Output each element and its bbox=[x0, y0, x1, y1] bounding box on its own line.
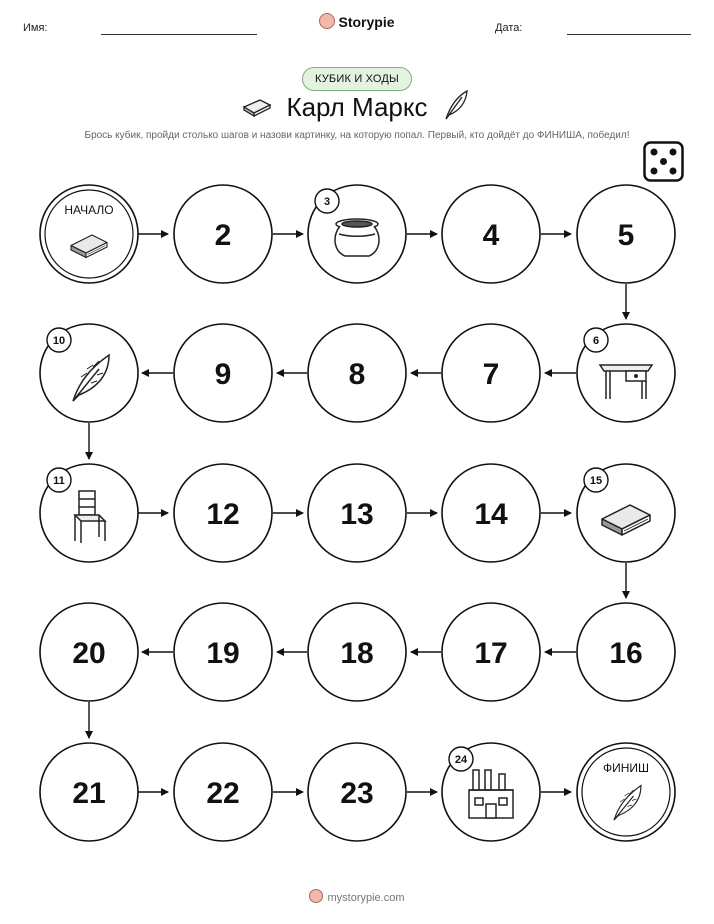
board-cell-13[interactable] bbox=[308, 464, 406, 562]
board-cell-8[interactable] bbox=[308, 324, 406, 422]
board-cell-12[interactable] bbox=[174, 464, 272, 562]
cell-number: 19 bbox=[206, 637, 240, 670]
cell-number: 5 bbox=[617, 219, 635, 252]
date-label: Дата: bbox=[495, 22, 523, 34]
instructions: Брось кубик, пройди столько шагов и назови картинку, на которую попал. Первый, кто дойдёт до ФИНИША, победил! bbox=[84, 130, 630, 141]
board-cell-17[interactable] bbox=[442, 603, 540, 701]
cell-number: 4 bbox=[482, 219, 500, 252]
cell-number: 8 bbox=[348, 358, 366, 391]
board-cell-2[interactable] bbox=[174, 185, 272, 283]
board-cell-25[interactable] bbox=[577, 743, 675, 841]
board-cell-3[interactable] bbox=[308, 185, 406, 283]
cell-number: 17 bbox=[474, 637, 508, 670]
cell-badge-number: 3 bbox=[323, 196, 331, 208]
board-cell-18[interactable] bbox=[308, 603, 406, 701]
storypie-logo-icon bbox=[309, 889, 323, 903]
board-cell-16[interactable] bbox=[577, 603, 675, 701]
board-cell-24[interactable] bbox=[442, 743, 540, 841]
name-label: Имя: bbox=[23, 22, 48, 34]
board-cell-7[interactable] bbox=[442, 324, 540, 422]
cell-number: 7 bbox=[482, 358, 500, 391]
game-type-badge: КУБИК И ХОДЫ bbox=[302, 67, 412, 91]
page-title: Карл Маркс bbox=[286, 92, 428, 122]
cell-number: 22 bbox=[206, 777, 240, 810]
board-cell-23[interactable] bbox=[308, 743, 406, 841]
cell-number: 12 bbox=[206, 498, 240, 531]
cell-badge-number: 11 bbox=[53, 475, 65, 487]
cell-label: НАЧАЛО bbox=[64, 203, 114, 217]
board-cell-5[interactable] bbox=[577, 185, 675, 283]
board-cell-19[interactable] bbox=[174, 603, 272, 701]
board-cell-21[interactable] bbox=[40, 743, 138, 841]
board-cell-9[interactable] bbox=[174, 324, 272, 422]
cell-circle bbox=[40, 185, 138, 283]
footer bbox=[0, 889, 714, 904]
cell-label: ФИНИШ bbox=[602, 761, 650, 775]
board-cell-15[interactable] bbox=[577, 464, 675, 562]
cell-number: 14 bbox=[474, 498, 508, 531]
board-cell-20[interactable] bbox=[40, 603, 138, 701]
board-cell-1[interactable] bbox=[40, 185, 138, 283]
cell-circle bbox=[577, 743, 675, 841]
cell-number: 23 bbox=[340, 777, 374, 810]
cell-badge-number: 24 bbox=[454, 754, 468, 766]
board-cell-6[interactable] bbox=[577, 324, 675, 422]
board-cell-14[interactable] bbox=[442, 464, 540, 562]
cell-number: 18 bbox=[340, 637, 374, 670]
cell-number: 2 bbox=[214, 219, 232, 252]
cell-number: 9 bbox=[214, 358, 232, 391]
cell-badge-number: 6 bbox=[592, 335, 600, 347]
cell-number: 13 bbox=[340, 498, 374, 531]
brand-name: Storypie bbox=[338, 14, 395, 30]
cell-badge-number: 15 bbox=[589, 475, 603, 487]
board-cell-10[interactable] bbox=[40, 324, 138, 422]
cell-number: 20 bbox=[72, 637, 106, 670]
footer-url[interactable]: mystorypie.com bbox=[327, 892, 405, 904]
cells-layer bbox=[40, 185, 675, 841]
pot-icon bbox=[335, 219, 379, 256]
cell-badge-number: 10 bbox=[52, 335, 66, 347]
cell-number: 21 bbox=[72, 777, 106, 810]
board-cell-22[interactable] bbox=[174, 743, 272, 841]
board-cell-4[interactable] bbox=[442, 185, 540, 283]
board-cell-11[interactable] bbox=[40, 464, 138, 562]
cell-number: 16 bbox=[609, 637, 643, 670]
